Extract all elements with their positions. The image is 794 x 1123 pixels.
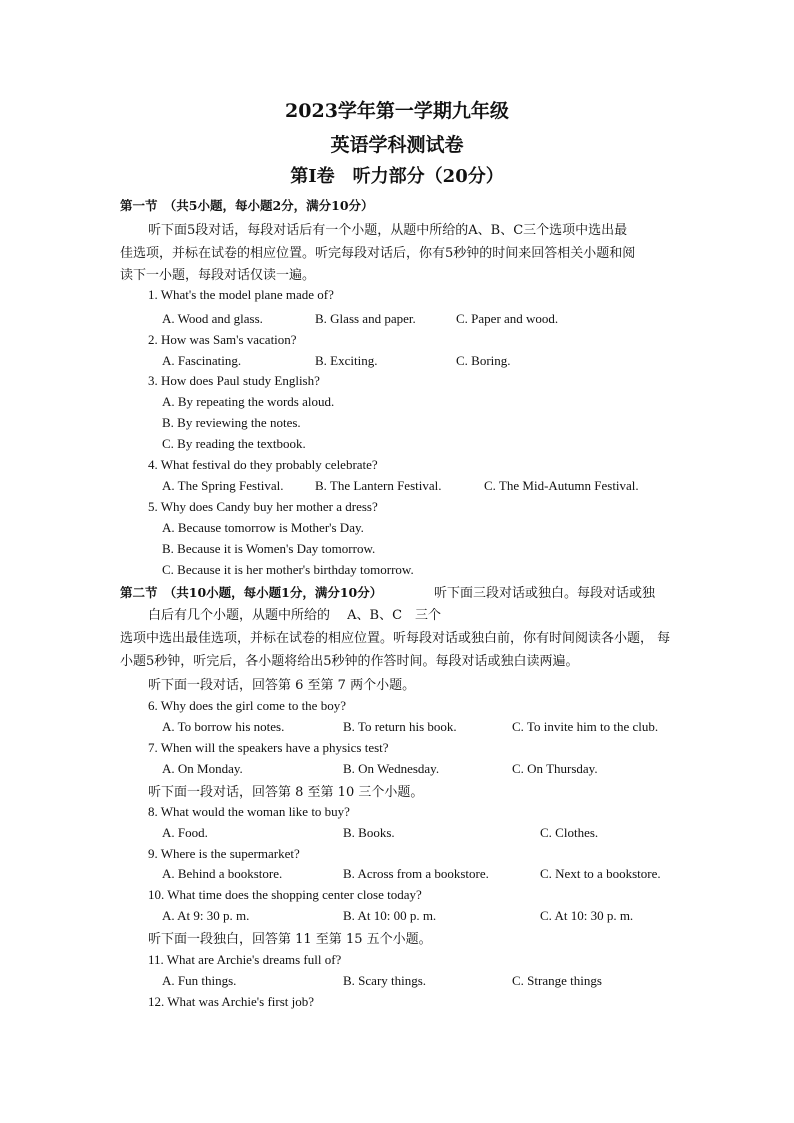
question-10-option-b: B. At 10: 00 p. m. xyxy=(343,908,437,923)
question-6-option-a: A. To borrow his notes. xyxy=(162,719,285,734)
question-11-option-b: B. Scary things. xyxy=(343,973,427,988)
question-6: 6. Why does the girl come to the boy? xyxy=(148,698,346,713)
subject-title: 英语学科测试卷 xyxy=(330,134,464,156)
question-9-option-c: C. Next to a bookstore. xyxy=(540,866,661,881)
question-5-option-b: B. Because it is Women's Day tomorrow. xyxy=(162,541,376,556)
question-7-option-a: A. On Monday. xyxy=(162,761,243,776)
question-8-option-b: B. Books. xyxy=(343,825,395,840)
section1-intro-line1: 听下面5段对话，每段对话后有一个小题，从题中所给的A、B、C三个选项中选出最 xyxy=(148,223,628,238)
dialog2-intro: 听下面一段对话，回答第 8 至第 10 三个小题。 xyxy=(148,785,424,800)
question-4-option-c: C. The Mid-Autumn Festival. xyxy=(484,478,639,493)
section2-intro-line2: 白后有几个小题，从题中所给的 A、B、C 三个 xyxy=(148,608,442,623)
question-4-option-a: A. The Spring Festival. xyxy=(162,478,284,493)
question-2-option-b: B. Exciting. xyxy=(315,353,378,368)
question-1-option-b: B. Glass and paper. xyxy=(315,311,416,326)
question-7: 7. When will the speakers have a physics test? xyxy=(148,740,389,755)
section2-heading: 第二节 （共10小题，每小题1分，满分10分） xyxy=(120,585,383,600)
section1-intro-line3: 读下一小题，每段对话仅读一遍。 xyxy=(120,268,316,283)
question-11: 11. What are Archie's dreams full of? xyxy=(148,952,342,967)
question-1: 1. What's the model plane made of? xyxy=(148,287,334,302)
exam-title: 2023学年第一学期九年级 xyxy=(285,100,509,122)
question-2: 2. How was Sam's vacation? xyxy=(148,332,297,347)
question-9-option-a: A. Behind a bookstore. xyxy=(162,866,283,881)
question-6-option-c: C. To invite him to the club. xyxy=(512,719,659,734)
question-2-option-a: A. Fascinating. xyxy=(162,353,242,368)
question-3-option-c: C. By reading the textbook. xyxy=(162,436,306,451)
question-8: 8. What would the woman like to buy? xyxy=(148,804,350,819)
question-5-option-a: A. Because tomorrow is Mother's Day. xyxy=(162,520,364,535)
question-3: 3. How does Paul study English? xyxy=(148,373,320,388)
question-3-option-b: B. By reviewing the notes. xyxy=(162,415,301,430)
question-4-option-b: B. The Lantern Festival. xyxy=(315,478,442,493)
question-5-option-c: C. Because it is her mother's birthday tomorrow. xyxy=(162,562,414,577)
question-5: 5. Why does Candy buy her mother a dress? xyxy=(148,499,378,514)
question-7-option-b: B. On Wednesday. xyxy=(343,761,440,776)
question-11-option-c: C. Strange things xyxy=(512,973,602,988)
question-2-option-c: C. Boring. xyxy=(456,353,511,368)
question-10-option-c: C. At 10: 30 p. m. xyxy=(540,908,634,923)
question-11-option-a: A. Fun things. xyxy=(162,973,237,988)
section2-intro-line4: 小题5秒钟，听完后，各小题将给出5秒钟的作答时间。每段对话或独白读两遍。 xyxy=(120,654,579,669)
question-1-option-c: C. Paper and wood. xyxy=(456,311,559,326)
section2-intro-line1: 听下面三段对话或独白。每段对话或独 xyxy=(434,586,656,601)
question-1-option-a: A. Wood and glass. xyxy=(162,311,263,326)
part-title: 第Ⅰ卷 听力部分（20分） xyxy=(290,166,504,187)
question-10: 10. What time does the shopping center close today? xyxy=(148,887,422,902)
question-7-option-c: C. On Thursday. xyxy=(512,761,598,776)
question-6-option-b: B. To return his book. xyxy=(343,719,457,734)
question-10-option-a: A. At 9: 30 p. m. xyxy=(162,908,250,923)
dialog1-intro: 听下面一段对话，回答第 6 至第 7 两个小题。 xyxy=(148,678,416,693)
section1-heading: 第一节 （共5小题，每小题2分，满分10分） xyxy=(120,198,374,213)
question-8-option-a: A. Food. xyxy=(162,825,208,840)
question-8-option-c: C. Clothes. xyxy=(540,825,599,840)
section1-intro-line2: 佳选项，并标在试卷的相应位置。听完每段对话后，你有5秒钟的时间来回答相关小题和阅 xyxy=(120,246,636,261)
question-4: 4. What festival do they probably celebrate? xyxy=(148,457,378,472)
question-9-option-b: B. Across from a bookstore. xyxy=(343,866,489,881)
question-3-option-a: A. By repeating the words aloud. xyxy=(162,394,335,409)
question-9: 9. Where is the supermarket? xyxy=(148,846,300,861)
section2-intro-line3: 选项中选出最佳选项，并标在试卷的相应位置。听每段对话或独白前，你有时间阅读各小题， 每 xyxy=(120,631,671,646)
monologue-intro: 听下面一段独白，回答第 11 至第 15 五个小题。 xyxy=(148,932,432,947)
question-12: 12. What was Archie's first job? xyxy=(148,994,315,1009)
